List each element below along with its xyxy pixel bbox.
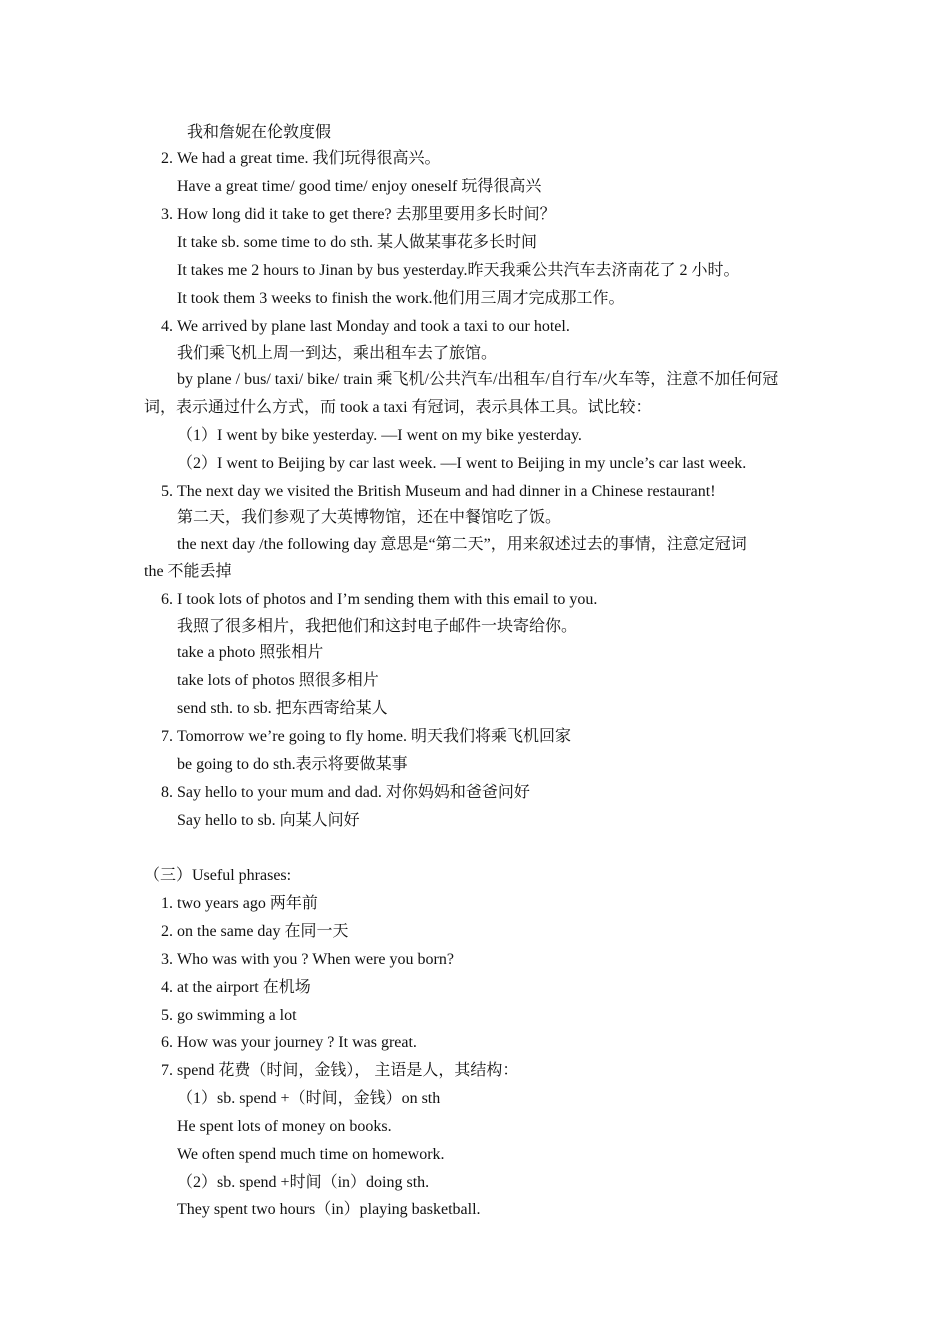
item-number: 8.	[161, 784, 173, 801]
sentence-line: Have a great time/ good time/ enjoy oneself 玩得很高兴	[177, 178, 542, 195]
phrase-line: two years ago 两年前	[177, 895, 318, 912]
phrase-line: go swimming a lot	[177, 1007, 297, 1024]
item-number: 3.	[161, 206, 173, 223]
sentence-line: 我照了很多相片，我把他们和这封电子邮件一块寄给你。	[177, 618, 578, 635]
sentence-line: It took them 3 weeks to finish the work.他们用三周才完成那工作。	[177, 290, 625, 307]
phrase-line: （1）sb. spend +（时间，金钱）on sth	[177, 1090, 441, 1107]
sentence-line: It take sb. some time to do sth. 某人做某事花多长时间	[177, 234, 537, 251]
intro-line: 我和詹妮在伦敦度假	[187, 124, 332, 141]
sentence-line: It takes me 2 hours to Jinan by bus yesterday.昨天我乘公共汽车去济南花了 2 小时。	[177, 262, 740, 279]
phrase-line: How was your journey ? It was great.	[177, 1034, 417, 1051]
item-number: 2.	[161, 150, 173, 167]
sentence-line: be going to do sth.表示将要做某事	[177, 756, 408, 773]
sentence-line: How long did it take to get there? 去那里要用多长时间？	[177, 206, 556, 223]
item-number: 5.	[161, 1007, 173, 1024]
sentence-line: （1）I went by bike yesterday. —I went on my bike yesterday.	[177, 427, 582, 444]
item-number: 4.	[161, 979, 173, 996]
item-number: 7.	[161, 728, 173, 745]
item-number: 6.	[161, 1034, 173, 1051]
sentence-line: Tomorrow we’re going to fly home. 明天我们将乘飞机回家	[177, 728, 571, 745]
phrase-line: Who was with you ? When were you born?	[177, 951, 454, 968]
sentence-line: 第二天，我们参观了大英博物馆，还在中餐馆吃了饭。	[177, 509, 562, 526]
item-number: 2.	[161, 923, 173, 940]
sentence-line: Say hello to your mum and dad. 对你妈妈和爸爸问好	[177, 784, 530, 801]
item-number: 4.	[161, 318, 173, 335]
sentence-line: take lots of photos 照很多相片	[177, 672, 379, 689]
phrase-line: spend 花费（时间，金钱）， 主语是人，其结构：	[177, 1062, 519, 1079]
section-heading: （三）Useful phrases:	[144, 867, 292, 884]
sentence-line: the next day /the following day 意思是“第二天”，用来叙述过去的事情，注意定冠词	[177, 536, 747, 553]
sentence-line: take a photo 照张相片	[177, 644, 324, 661]
sentence-line: send sth. to sb. 把东西寄给某人	[177, 700, 388, 717]
item-number: 6.	[161, 591, 173, 608]
phrase-line: We often spend much time on homework.	[177, 1146, 445, 1163]
sentence-line: Say hello to sb. 向某人问好	[177, 812, 360, 829]
phrase-line: at the airport 在机场	[177, 979, 311, 996]
sentence-line: 我们乘飞机上周一到达，乘出租车去了旅馆。	[177, 345, 498, 362]
item-number: 7.	[161, 1062, 173, 1079]
sentence-line: The next day we visited the British Museum and had dinner in a Chinese restaurant!	[177, 483, 716, 500]
sentence-line: I took lots of photos and I’m sending them with this email to you.	[177, 591, 598, 608]
phrase-line: （2）sb. spend +时间（in）doing sth.	[177, 1174, 430, 1191]
item-number: 3.	[161, 951, 173, 968]
sentence-line: We arrived by plane last Monday and took a taxi to our hotel.	[177, 318, 570, 335]
sentence-line: 词，表示通过什么方式，而 took a taxi 有冠词，表示具体工具。试比较：	[144, 399, 652, 416]
sentence-line: We had a great time. 我们玩得很高兴。	[177, 150, 441, 167]
sentence-line: by plane / bus/ taxi/ bike/ train 乘飞机/公共汽车/出租车/自行车/火车等，注意不加任何冠	[177, 371, 779, 388]
item-number: 1.	[161, 895, 173, 912]
phrase-line: on the same day 在同一天	[177, 923, 349, 940]
sentence-line: （2）I went to Beijing by car last week. —I went to Beijing in my uncle’s car last week.	[177, 455, 747, 472]
phrase-line: They spent two hours（in）playing basketball.	[177, 1201, 481, 1218]
phrase-line: He spent lots of money on books.	[177, 1118, 392, 1135]
item-number: 5.	[161, 483, 173, 500]
sentence-line: the 不能丢掉	[144, 563, 232, 580]
